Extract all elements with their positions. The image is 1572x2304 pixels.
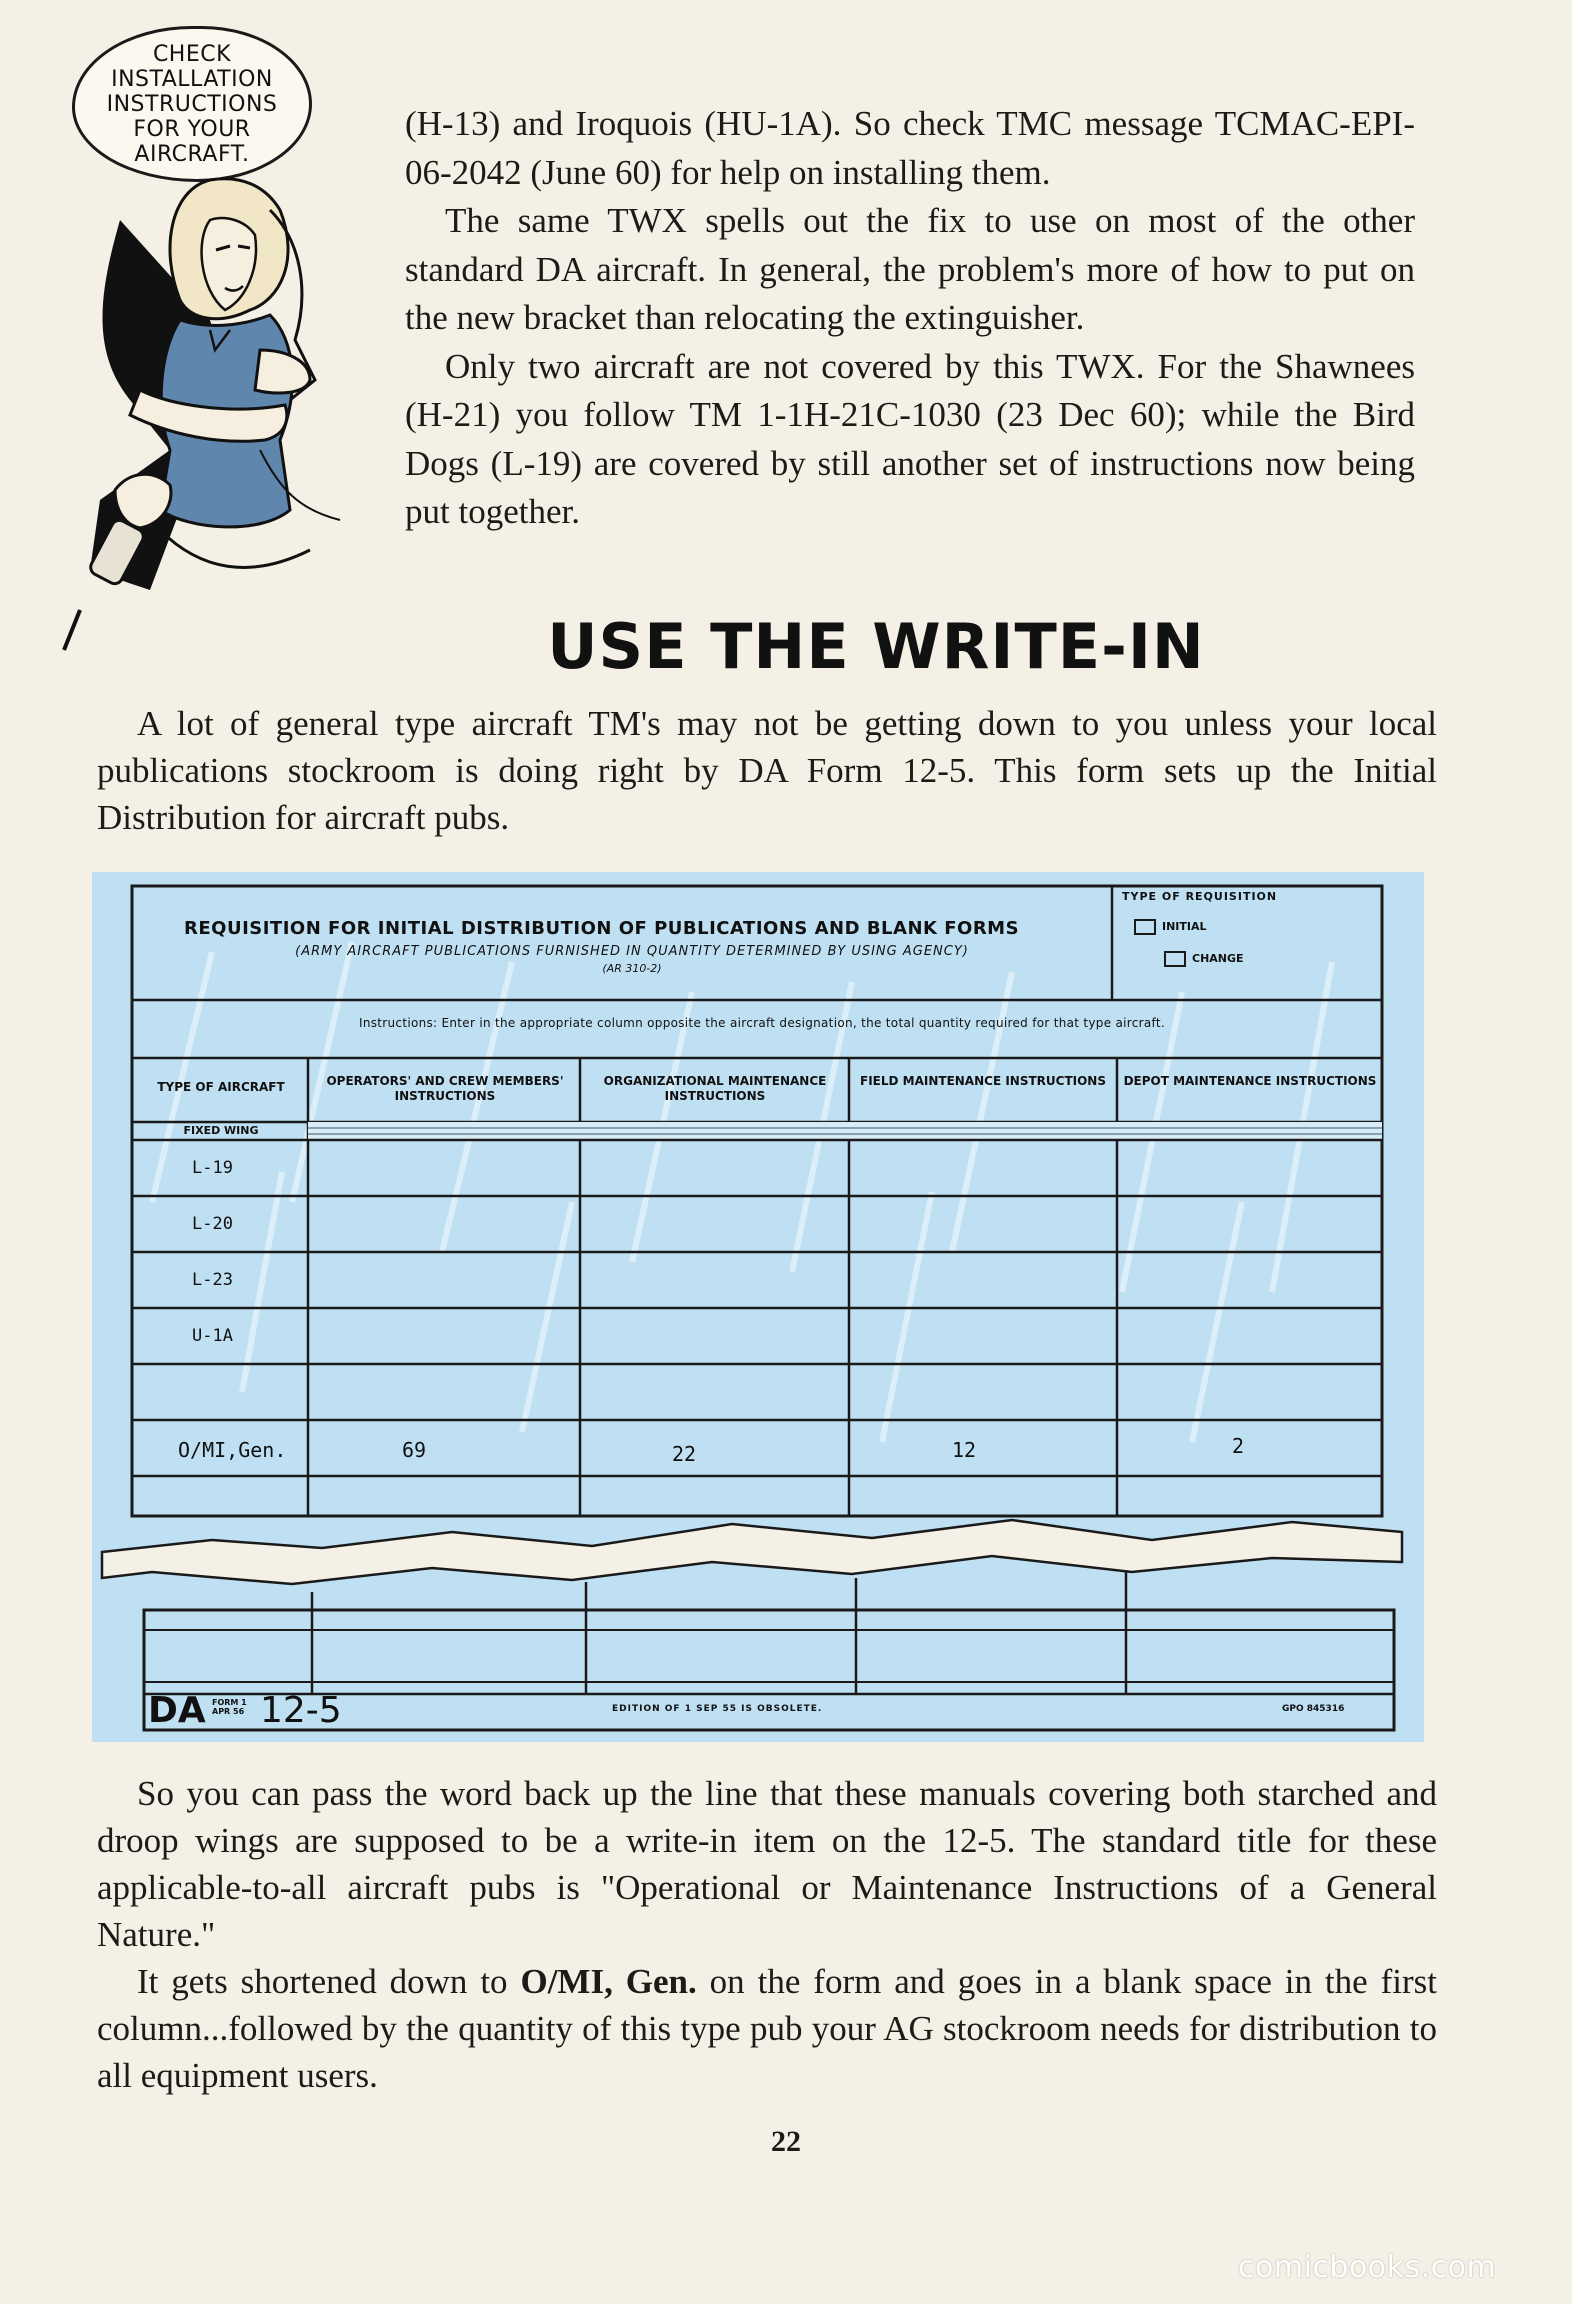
- column-header-depot: DEPOT MAINTENANCE INSTRUCTIONS: [1123, 1074, 1377, 1088]
- closing-paragraph-2-end: on the form and goes in a blank space in the first column...followed by the quantity of this type pub your AG stockroom needs for distribution to all equipment users.: [97, 1962, 1438, 2095]
- torn-edge: [102, 1520, 1402, 1584]
- column-header-operators: OPERATORS' AND CREW MEMBERS' INSTRUCTIONS: [326, 1074, 564, 1103]
- requisition-type-label: TYPE OF REQUISITION: [1122, 890, 1278, 903]
- form-footer-date: FORM 1 APR 56: [212, 1698, 247, 1716]
- watermark: comicbooks.com: [1238, 2250, 1497, 2285]
- option-change: CHANGE: [1192, 952, 1244, 965]
- column-header-field: FIELD MAINTENANCE INSTRUCTIONS: [860, 1074, 1106, 1088]
- form-title: REQUISITION FOR INITIAL DISTRIBUTION OF PUBLICATIONS AND BLANK FORMS: [184, 918, 1020, 939]
- intro-paragraph-1: (H-13) and Iroquois (HU-1A). So check TMC message TCMAC-EPI-06-2042 (June 60) for help on installing them.: [405, 104, 1415, 192]
- form-footer-number: 12-5: [260, 1690, 342, 1731]
- table-row-cell: L-23: [192, 1270, 233, 1290]
- form-regulation: (AR 310-2): [602, 962, 662, 975]
- option-initial: INITIAL: [1162, 920, 1207, 933]
- da-form-12-5: [92, 872, 1424, 1742]
- omi-gen-depot-cell: 2: [1232, 1434, 1245, 1458]
- writein-paragraph: A lot of general type aircraft TM's may not be getting down to you unless your local publications stockroom is doing right by DA Form 12-5. This form sets up the Initial Distribution for aircraft pubs.: [97, 704, 1437, 837]
- form-grid: [92, 872, 1424, 1742]
- table-row-cell: L-20: [192, 1214, 233, 1234]
- closing-text-block: [97, 1770, 1437, 2099]
- intro-paragraph-2: The same TWX spells out the fix to use on most of the other standard DA aircraft. In general, the problem's more of how to put on the new bracket than relocating the extinguisher.: [405, 201, 1415, 337]
- table-row-cell: L-19: [192, 1158, 233, 1178]
- closing-paragraph-2-start: It gets shortened down to: [137, 1962, 521, 2001]
- closing-paragraph-1: So you can pass the word back up the line that these manuals covering both starched and droop wings are supposed to be a write-in item on the 12-5. The standard title for these applicable-to-all aircraft pubs is "Operational or Maintenance Instructions of a General Nature.": [97, 1774, 1437, 1954]
- section-fixed-wing: FIXED WING: [183, 1124, 259, 1137]
- speech-bubble-text: CHECK INSTALLATION INSTRUCTIONS FOR YOUR AIRCRAFT.: [106, 41, 278, 167]
- omi-gen-field-cell: 12: [952, 1438, 977, 1462]
- woman-with-drill-illustration: [60, 150, 390, 670]
- column-header-aircraft: TYPE OF AIRCRAFT: [157, 1080, 285, 1094]
- intro-paragraph-3: Only two aircraft are not covered by this TWX. For the Shawnees (H-21) you follow TM 1-1H-21C-1030 (23 Dec 60); while the Bird Dogs (L-19) are covered by still another set of instructions now being put together.: [405, 346, 1415, 531]
- form-subtitle: (ARMY AIRCRAFT PUBLICATIONS FURNISHED IN QUANTITY DETERMINED BY USING AGENCY): [295, 944, 969, 959]
- writein-text-block: [97, 700, 1437, 841]
- table-row-cell: U-1A: [192, 1326, 233, 1346]
- form-instructions: Instructions: Enter in the appropriate column opposite the aircraft designation, the total quantity required for that type aircraft.: [358, 1016, 1165, 1030]
- section-heading: USE THE WRITE-IN: [547, 610, 1205, 683]
- omi-gen-organizational-cell: 22: [672, 1442, 697, 1466]
- form-footer-edition: EDITION OF 1 SEP 55 IS OBSOLETE.: [612, 1704, 823, 1714]
- form-footer-code: GPO 845316: [1282, 1704, 1345, 1714]
- page-number: 22: [771, 2125, 801, 2158]
- column-header-organizational: ORGANIZATIONAL MAINTENANCE INSTRUCTIONS: [603, 1074, 827, 1103]
- omi-gen-aircraft-cell: O/MI,Gen.: [178, 1438, 287, 1462]
- omi-gen-bold: O/MI, Gen.: [520, 1962, 697, 2001]
- form-footer-da: DA: [148, 1690, 206, 1731]
- closing-paragraph-2: [97, 1958, 1437, 2099]
- intro-text-block: [405, 100, 1415, 537]
- omi-gen-operators-cell: 69: [402, 1438, 427, 1462]
